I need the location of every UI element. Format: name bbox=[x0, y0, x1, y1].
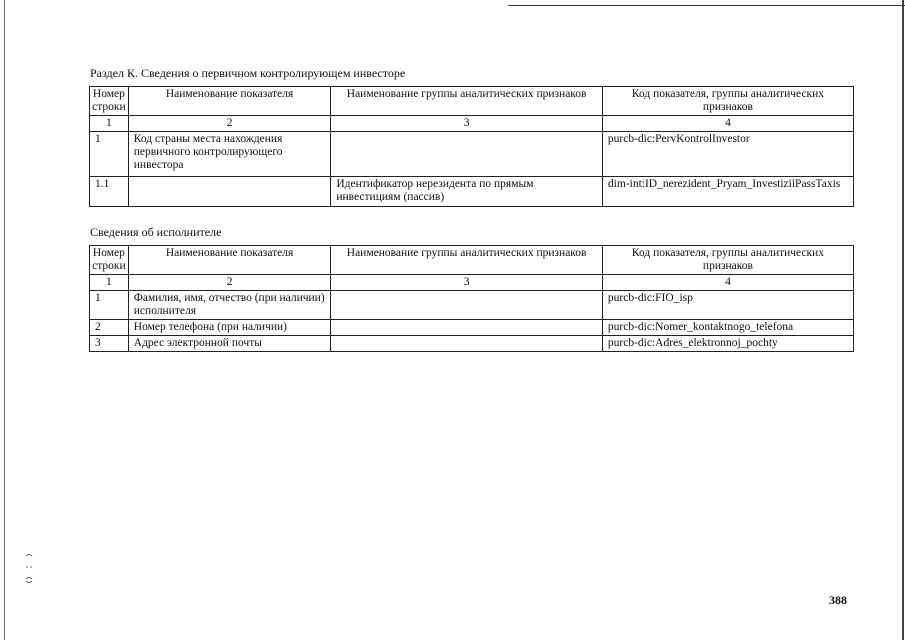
scan-artifact bbox=[24, 553, 34, 587]
row-number: 1 bbox=[90, 132, 129, 177]
indicator-code: dim-int:ID_nerezident_Pryam_InvestiziiPassTaxis bbox=[602, 177, 853, 207]
column-number: 4 bbox=[602, 116, 853, 132]
column-number: 2 bbox=[128, 116, 331, 132]
header-code: Код показателя, группы аналитических признаков bbox=[602, 246, 853, 275]
header-group-name: Наименование группы аналитических признаков bbox=[331, 87, 603, 116]
group-name bbox=[331, 336, 603, 352]
indicator-code: purcb-dic:Adres_elektronnoj_pochty bbox=[602, 336, 853, 352]
page-number: 388 bbox=[829, 593, 847, 607]
row-number: 2 bbox=[90, 320, 129, 336]
table-row bbox=[90, 336, 854, 352]
indicator-name bbox=[128, 177, 331, 207]
row-number: 1 bbox=[90, 291, 129, 320]
table-row bbox=[90, 177, 854, 207]
group-name bbox=[331, 320, 603, 336]
column-number: 1 bbox=[90, 275, 129, 291]
section-k-title: Раздел К. Сведения о первичном контролирующем инвесторе bbox=[90, 66, 406, 80]
top-rule bbox=[508, 5, 905, 6]
table-row bbox=[90, 291, 854, 320]
column-number-row bbox=[90, 116, 854, 132]
group-name bbox=[331, 132, 603, 177]
indicator-name: Фамилия, имя, отчество (при наличии) исполнителя bbox=[128, 291, 331, 320]
column-number: 1 bbox=[90, 116, 129, 132]
indicator-name: Номер телефона (при наличии) bbox=[128, 320, 331, 336]
indicator-name: Адрес электронной почты bbox=[128, 336, 331, 352]
column-number: 2 bbox=[128, 275, 331, 291]
table-header-row bbox=[90, 246, 854, 275]
column-number: 3 bbox=[331, 275, 603, 291]
header-row-number: Номер строки bbox=[90, 246, 129, 275]
executor-table bbox=[89, 245, 854, 352]
right-page-edge bbox=[902, 0, 904, 640]
header-indicator-name: Наименование показателя bbox=[128, 87, 331, 116]
section-k-table bbox=[89, 86, 854, 207]
indicator-code: purcb-dic:FIO_isp bbox=[602, 291, 853, 320]
row-number: 1.1 bbox=[90, 177, 129, 207]
table-row bbox=[90, 132, 854, 177]
indicator-code: purcb-dic:PervKontrolInvestor bbox=[602, 132, 853, 177]
column-number-row bbox=[90, 275, 854, 291]
group-name bbox=[331, 291, 603, 320]
table-header-row bbox=[90, 87, 854, 116]
header-group-name: Наименование группы аналитических признаков bbox=[331, 246, 603, 275]
indicator-name: Код страны места нахождения первичного контролирующего инвестора bbox=[128, 132, 331, 177]
row-number: 3 bbox=[90, 336, 129, 352]
header-code: Код показателя, группы аналитических признаков bbox=[602, 87, 853, 116]
indicator-code: purcb-dic:Nomer_kontaktnogo_telefona bbox=[602, 320, 853, 336]
left-page-edge bbox=[4, 0, 5, 640]
executor-title: Сведения об исполнителе bbox=[90, 225, 222, 239]
header-row-number: Номер строки bbox=[90, 87, 129, 116]
column-number: 3 bbox=[331, 116, 603, 132]
column-number: 4 bbox=[602, 275, 853, 291]
header-indicator-name: Наименование показателя bbox=[128, 246, 331, 275]
group-name: Идентификатор нерезидента по прямым инвестициям (пассив) bbox=[331, 177, 603, 207]
table-row bbox=[90, 320, 854, 336]
